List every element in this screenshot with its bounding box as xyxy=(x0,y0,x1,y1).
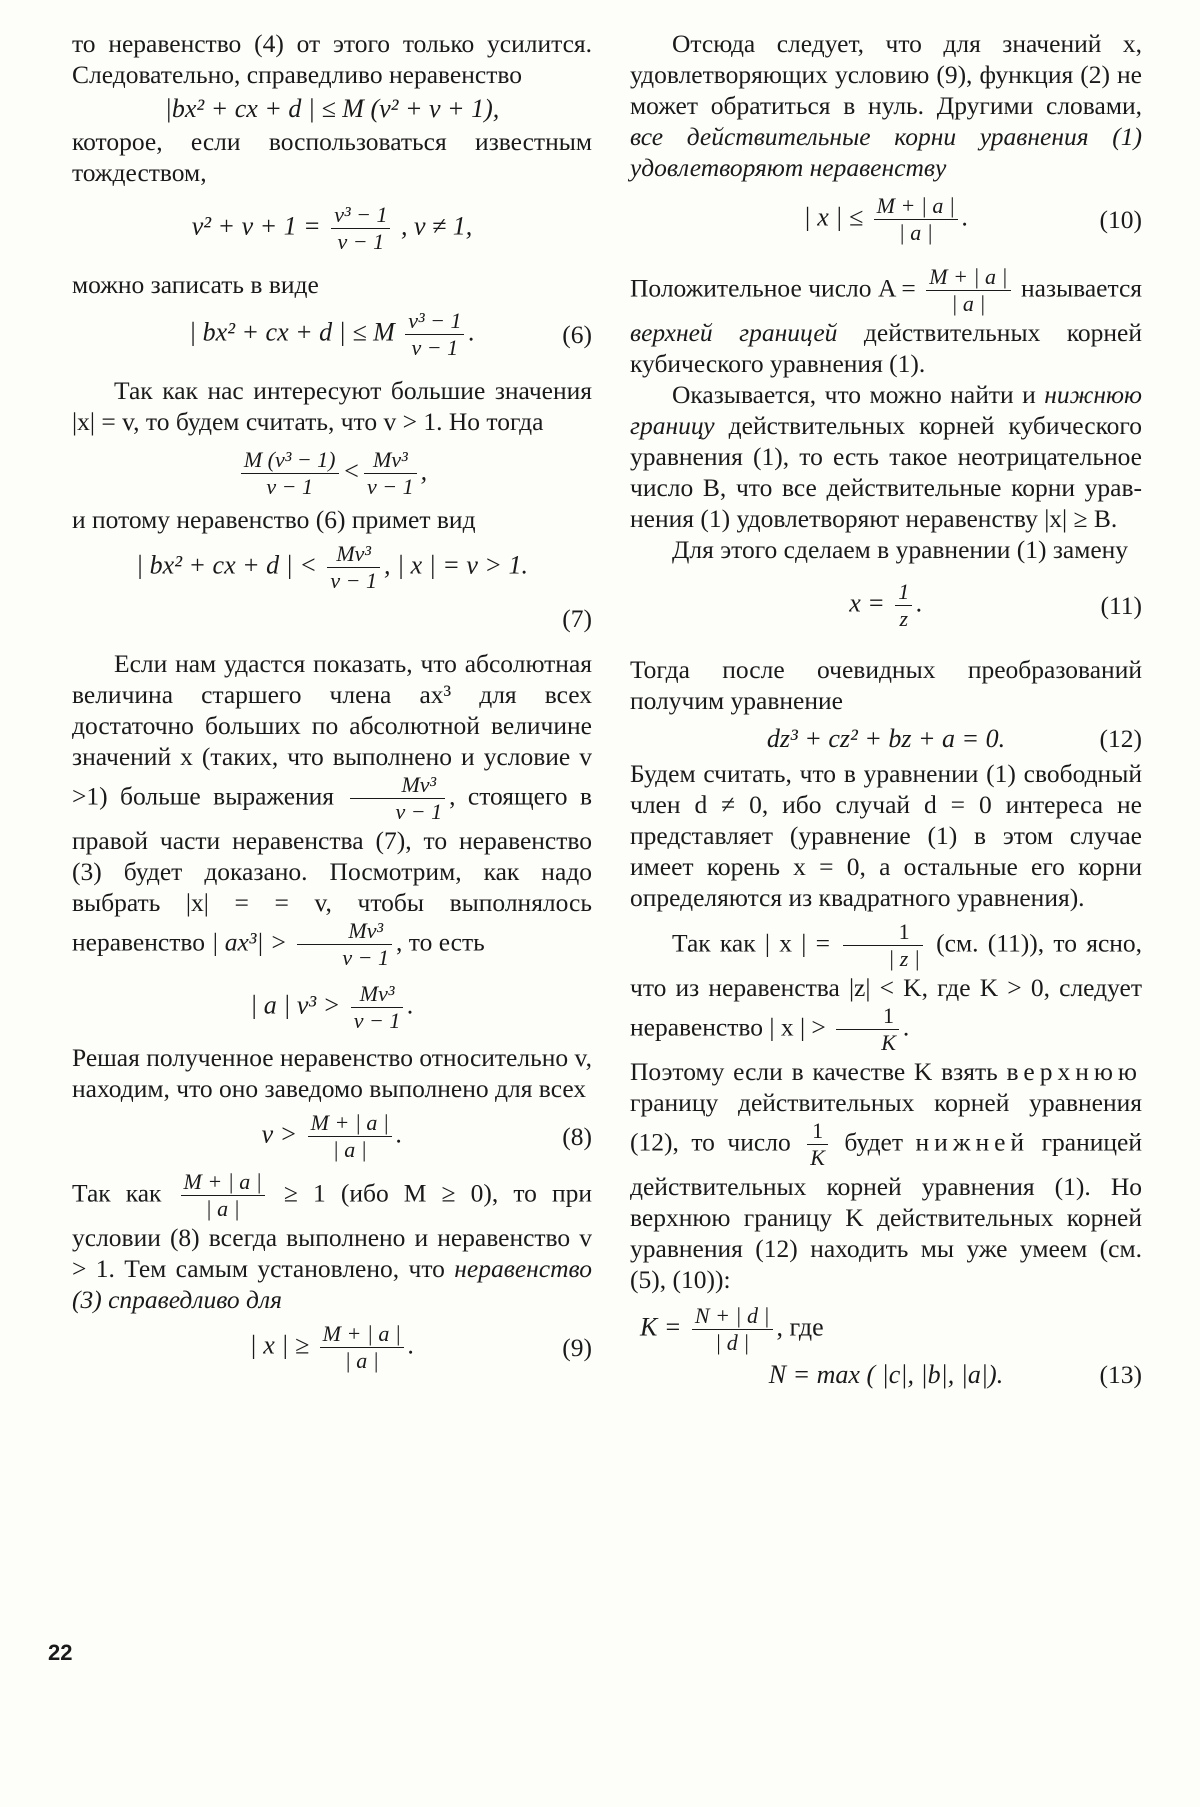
left-column xyxy=(72,28,592,1374)
paragraph: и потому неравенство (6) примет вид xyxy=(72,505,476,534)
fraction-numerator: M + | a | xyxy=(320,1321,404,1348)
formula-13 xyxy=(630,1360,1142,1390)
fraction-denominator: z xyxy=(899,606,909,631)
fraction xyxy=(181,1169,265,1222)
equation-number: (8) xyxy=(562,1121,592,1151)
fraction-numerator: M (v³ − 1) xyxy=(241,447,339,474)
fraction-numerator: 1 xyxy=(807,1118,828,1145)
formula-identity xyxy=(72,202,592,255)
fraction xyxy=(327,541,380,594)
paragraph-text: . xyxy=(902,1012,910,1042)
formula-lhs: | a | v³ > xyxy=(250,990,341,1020)
paragraph-text: (см. (11)), то ясно, что из неравенства |z| < K, где K > 0, следует неравенство | x | > xyxy=(630,928,1143,1042)
formula-tail: . xyxy=(407,1330,415,1360)
formula-tail: . xyxy=(468,317,475,347)
fraction-denominator: | a | xyxy=(951,291,986,316)
formula-operator: < xyxy=(342,456,361,486)
fraction-numerator: 1 xyxy=(843,919,923,946)
emphasized-text: верхней границей xyxy=(630,318,838,347)
formula-6 xyxy=(72,308,592,361)
inline-formula: | ax³| > xyxy=(211,927,288,957)
paragraph-text: Если нам удастся показать, что абсолютная величина старшего члена ax³ для всех достаточно больших по абсолютной величине значений x (таких, что выполнено и условие v >1) больше выражения xyxy=(72,649,592,811)
fraction-denominator: v − 1 xyxy=(266,474,313,499)
fraction xyxy=(843,919,923,972)
formula-rhs: , | x | = v > 1. xyxy=(384,550,528,580)
formula-7 xyxy=(72,541,592,634)
paragraph-text: , то есть xyxy=(396,927,485,957)
fraction-denominator: v − 1 xyxy=(330,568,377,593)
paragraph xyxy=(630,1056,1142,1295)
paragraph: можно записать в виде xyxy=(72,270,319,299)
formula-lhs: | bx² + cx + d | ≤ M xyxy=(189,317,395,347)
fraction xyxy=(350,772,445,825)
fraction-denominator: v − 1 xyxy=(353,1008,401,1033)
formula-11 xyxy=(630,579,1142,632)
spaced-text: нижней xyxy=(915,1127,1030,1157)
fraction-numerator: M + | a | xyxy=(926,264,1010,291)
paragraph: которое, если воспользоваться известным тождеством, xyxy=(72,127,592,187)
fraction-denominator: K xyxy=(881,1030,896,1055)
fraction xyxy=(405,308,464,361)
formula-comparison xyxy=(72,447,592,500)
fraction-denominator: v − 1 xyxy=(367,474,414,499)
formula-tail: . xyxy=(961,202,969,232)
formula-8 xyxy=(72,1110,592,1163)
fraction-denominator: | z | xyxy=(888,946,920,971)
fraction-numerator: v³ − 1 xyxy=(331,202,390,229)
paragraph: Для этого сделаем в уравнении (1) замену xyxy=(672,535,1129,564)
fraction xyxy=(241,447,339,500)
formula-tail: , xyxy=(420,456,428,486)
fraction-numerator: Mv³ xyxy=(327,541,380,568)
formula-lhs: | bx² + cx + d | < xyxy=(136,550,317,580)
equation-number: (9) xyxy=(562,1332,592,1362)
fraction-denominator: | d | xyxy=(715,1330,750,1355)
emphasized-text: все действительные корни уравнения (1) удовлетворяют неравенству xyxy=(630,122,1142,182)
formula-body: dz³ + cz² + bz + a = 0. xyxy=(766,724,1006,753)
equation-number: (6) xyxy=(562,319,592,349)
fraction xyxy=(320,1321,404,1374)
fraction-denominator: | a | xyxy=(332,1137,367,1162)
paragraph-text: будет xyxy=(844,1127,904,1157)
formula-rhs: , v ≠ 1, xyxy=(400,211,473,241)
equation-number: (13) xyxy=(1099,1360,1142,1389)
formula: |bx² + cx + d | ≤ M (v² + v + 1), xyxy=(164,94,500,123)
fraction-numerator: Mv³ xyxy=(297,918,392,945)
fraction xyxy=(692,1303,773,1356)
fraction xyxy=(308,1110,392,1163)
page-number: 22 xyxy=(48,1640,73,1665)
formula-K xyxy=(640,1303,1142,1356)
equation-number: (10) xyxy=(1099,204,1142,234)
equation-number: (12) xyxy=(1099,724,1142,753)
fraction-denominator: v − 1 xyxy=(411,335,459,360)
formula-tail: . xyxy=(916,588,923,618)
formula-lhs: x = xyxy=(849,588,885,618)
fraction xyxy=(926,264,1010,317)
paragraph-text: Оказывается, что можно найти и xyxy=(672,380,1036,409)
paragraph xyxy=(72,1169,592,1315)
formula-lhs: K = xyxy=(640,1312,682,1342)
fraction xyxy=(874,193,958,246)
fraction xyxy=(895,579,912,632)
paragraph: Решая полученное неравенство относительно v, находим, что оно заведомо выполнено для всех xyxy=(72,1043,592,1103)
formula-lhs: | x | ≥ xyxy=(249,1330,310,1360)
fraction-denominator: v − 1 xyxy=(395,799,443,824)
formula-body: N = max ( |c|, |b|, |a|). xyxy=(768,1360,1004,1389)
fraction-numerator: M + | a | xyxy=(874,193,958,220)
paragraph-text: Отсюда следует, что для значений x, удовлетворяющих условию (9), функция (2) не может обратиться в нуль. Другими словами, xyxy=(630,29,1142,120)
emphasized-text: неравенство (3) справедливо для xyxy=(72,1254,593,1314)
fraction-numerator: Mv³ xyxy=(351,981,404,1008)
fraction xyxy=(297,918,392,971)
formula-lhs: v² + v + 1 = xyxy=(191,211,321,241)
paragraph-text: ≥ 1 (ибо M ≥ 0), то при условии (8) всегда выполнено и неравенство v > 1. Тем самым установлено, что xyxy=(72,1178,593,1283)
fraction-numerator: 1 xyxy=(836,1003,899,1030)
formula-lhs: | x | ≤ xyxy=(803,202,864,232)
formula-9 xyxy=(72,1321,592,1374)
fraction-denominator: | a | xyxy=(898,220,933,245)
paragraph-text: границу действительных корней уравнения (12), то число xyxy=(630,1088,1142,1157)
paragraph-text: , стоящего в правой части неравенства (7), то неравенство (3) будет доказано. Посмотрим, как надо выбрать |x| = = v, чтобы выполнялось неравенство xyxy=(72,781,593,957)
fraction-denominator: | a | xyxy=(344,1348,379,1373)
fraction-denominator: K xyxy=(810,1145,825,1170)
formula-10 xyxy=(630,193,1142,246)
paragraph xyxy=(630,264,1142,379)
emphasized-text: нижнюю границу xyxy=(630,380,1143,440)
paragraph-text: Положительное число A = xyxy=(630,273,916,303)
fraction-denominator: | a | xyxy=(205,1196,240,1221)
equation-number: (11) xyxy=(1100,590,1142,620)
fraction xyxy=(836,1003,899,1056)
formula-tail: , где xyxy=(776,1312,824,1342)
paragraph: Будем считать, что в уравнении (1) свободный член d ≠ 0, ибо случай d = 0 интереса не представляет (уравнение (1) в этом случае имеет корень x = 0, а остальные его корни определяются из квадратного уравнения). xyxy=(630,759,1142,912)
fraction-numerator: M + | a | xyxy=(308,1110,392,1137)
right-column xyxy=(630,28,1142,1390)
paragraph: Так как нас интересуют большие значения |x| = v, то будем считать, что v > 1. Но тогда xyxy=(72,376,592,436)
paragraph-text: Так как xyxy=(72,1178,162,1208)
fraction xyxy=(331,202,390,255)
paragraph-text: действительных корней кубического уравнения (1), то есть такое неотрицательное число B, что все действительные корни уравнения (1) удовлетворяют неравенству |x| ≥ B. xyxy=(630,411,1142,533)
paragraph: то неравенство (4) от этого только усилится. Следовательно, справедливо неравенство xyxy=(72,29,592,89)
fraction-numerator: Mv³ xyxy=(364,447,417,474)
fraction xyxy=(364,447,417,500)
paragraph-text: границей действительных корней уравнения (1). Но верхнюю границу K действительных корней уравнения (12) находить мы уже умеем (см. (5), (10)): xyxy=(630,1127,1143,1294)
fraction xyxy=(351,981,404,1034)
equation-number: (7) xyxy=(562,604,592,633)
paragraph xyxy=(630,379,1142,534)
paragraph-text: Так как | x | = xyxy=(672,928,830,958)
fraction-numerator: Mv³ xyxy=(350,772,445,799)
paragraph xyxy=(630,919,1142,1056)
fraction xyxy=(807,1118,828,1171)
spaced-text: верхнюю xyxy=(1006,1057,1142,1086)
fraction-numerator: 1 xyxy=(895,579,912,606)
paragraph-text: называется xyxy=(1020,273,1142,303)
fraction-denominator: v − 1 xyxy=(342,945,390,970)
formula xyxy=(72,981,592,1034)
formula-lhs: v > xyxy=(261,1119,298,1149)
formula-12 xyxy=(630,724,1142,754)
paragraph xyxy=(72,648,592,971)
fraction-numerator: M + | a | xyxy=(181,1169,265,1196)
paragraph xyxy=(630,28,1142,183)
formula-tail: . xyxy=(407,990,414,1020)
fraction-denominator: v − 1 xyxy=(337,229,385,254)
paragraph-text: Поэтому если в качестве K взять xyxy=(630,1057,998,1086)
paragraph: Тогда после очевидных преобразований получим уравнение xyxy=(630,655,1142,715)
fraction-numerator: v³ − 1 xyxy=(405,308,464,335)
formula-tail: . xyxy=(395,1119,403,1149)
paragraph-text: действительных корней кубического уравнения (1). xyxy=(630,318,1143,378)
fraction-numerator: N + | d | xyxy=(692,1303,773,1330)
